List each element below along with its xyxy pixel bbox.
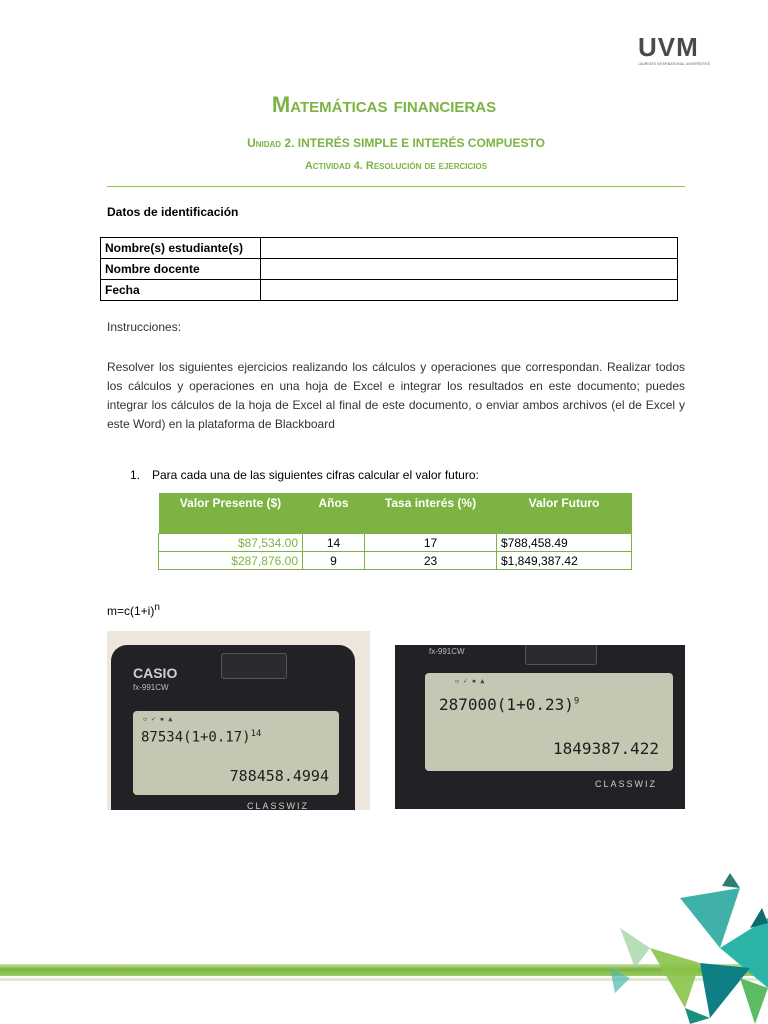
calculator-model: fx-991CW (133, 683, 169, 692)
exercise-1-prompt (130, 468, 479, 482)
rate-cell: 17 (365, 534, 497, 552)
future-value-table (158, 493, 632, 570)
id-value[interactable] (261, 280, 678, 301)
id-label: Nombre docente (101, 259, 261, 280)
list-number: 1. (130, 468, 141, 482)
compound-interest-formula (107, 602, 160, 618)
exercise-prompt-text: Para cada una de las siguientes cifras calcular el valor futuro: (152, 468, 479, 482)
calculator-body (111, 645, 355, 810)
id-value[interactable] (261, 238, 678, 259)
display-expression (141, 729, 261, 746)
calculator-model: fx-991CW (429, 647, 465, 656)
identification-heading: Datos de identificación (107, 205, 239, 219)
present-value-cell: $87,534.00 (159, 534, 303, 552)
table-header-row (159, 493, 632, 534)
column-header: Valor Futuro (497, 493, 632, 534)
formula-exponent: n (154, 602, 160, 613)
calculator-photo-1 (107, 631, 370, 810)
years-cell: 9 (303, 552, 365, 570)
identification-table (100, 237, 678, 301)
expression-exponent: 9 (573, 696, 580, 707)
solar-panel (525, 645, 597, 665)
geometric-decoration (590, 868, 768, 1024)
calculator-photo-2 (395, 645, 685, 809)
id-label: Nombre(s) estudiante(s) (101, 238, 261, 259)
column-header: Tasa interés (%) (365, 493, 497, 534)
years-cell: 14 (303, 534, 365, 552)
formula-base: m=c(1+i) (107, 604, 155, 618)
classwiz-label: CLASSWIZ (595, 779, 658, 789)
display-result: 1849387.422 (553, 739, 659, 758)
instructions-text: Resolver los siguientes ejercicios realizando los cálculos y operaciones que correspondan. Realizar todos los cálculos y operaciones en una hoja de Excel e integrar los resultados en este documento; puedes integrar los cálculos de la hoja de Excel al final de este documento, o enviar ambos archivos (el de Excel y este Word) en la plataforma de Blackboard (107, 360, 685, 431)
activity-subtitle: Actividad 4. Resolución de ejercicios (304, 160, 488, 172)
table-row (101, 280, 678, 301)
document-title: Matemáticas financieras (271, 92, 497, 117)
calculator-brand: CASIO (133, 665, 178, 681)
rate-cell: 23 (365, 552, 497, 570)
instructions-label: Instrucciones: (107, 320, 182, 334)
display-expression (439, 695, 579, 714)
future-value-cell: $788,458.49 (497, 534, 632, 552)
calculator-display (425, 673, 673, 771)
id-value[interactable] (261, 259, 678, 280)
logo-text: UVM (638, 32, 699, 62)
present-value-cell: $287,876.00 (159, 552, 303, 570)
header-divider (107, 186, 685, 187)
classwiz-label: CLASSWIZ (247, 801, 310, 810)
table-row (159, 552, 632, 570)
table-row (101, 238, 678, 259)
solar-panel (221, 653, 287, 679)
logo-subtext: LAUREATE INTERNATIONAL UNIVERSITIES (638, 62, 711, 66)
expression-exponent: 14 (250, 729, 262, 739)
display-result: 788458.4994 (229, 767, 329, 785)
future-value-cell: $1,849,387.42 (497, 552, 632, 570)
display-status-icons: ▫ ✓ ▪ ▲ (455, 677, 485, 685)
table-row (159, 534, 632, 552)
uvm-logo (638, 34, 722, 66)
column-header: Años (303, 493, 365, 534)
column-header: Valor Presente ($) (159, 493, 303, 534)
calculator-display (133, 711, 339, 795)
unit-subtitle: Unidad 2. INTERÉS SIMPLE E INTERÉS COMPUESTO (247, 136, 545, 150)
calculator-body (395, 645, 685, 809)
display-status-icons: ▫ ✓ ▪ ▲ (143, 715, 173, 723)
table-row (101, 259, 678, 280)
expression-text: 287000(1+0.23) (439, 695, 574, 714)
id-label: Fecha (101, 280, 261, 301)
expression-text: 87534(1+0.17) (141, 729, 251, 746)
